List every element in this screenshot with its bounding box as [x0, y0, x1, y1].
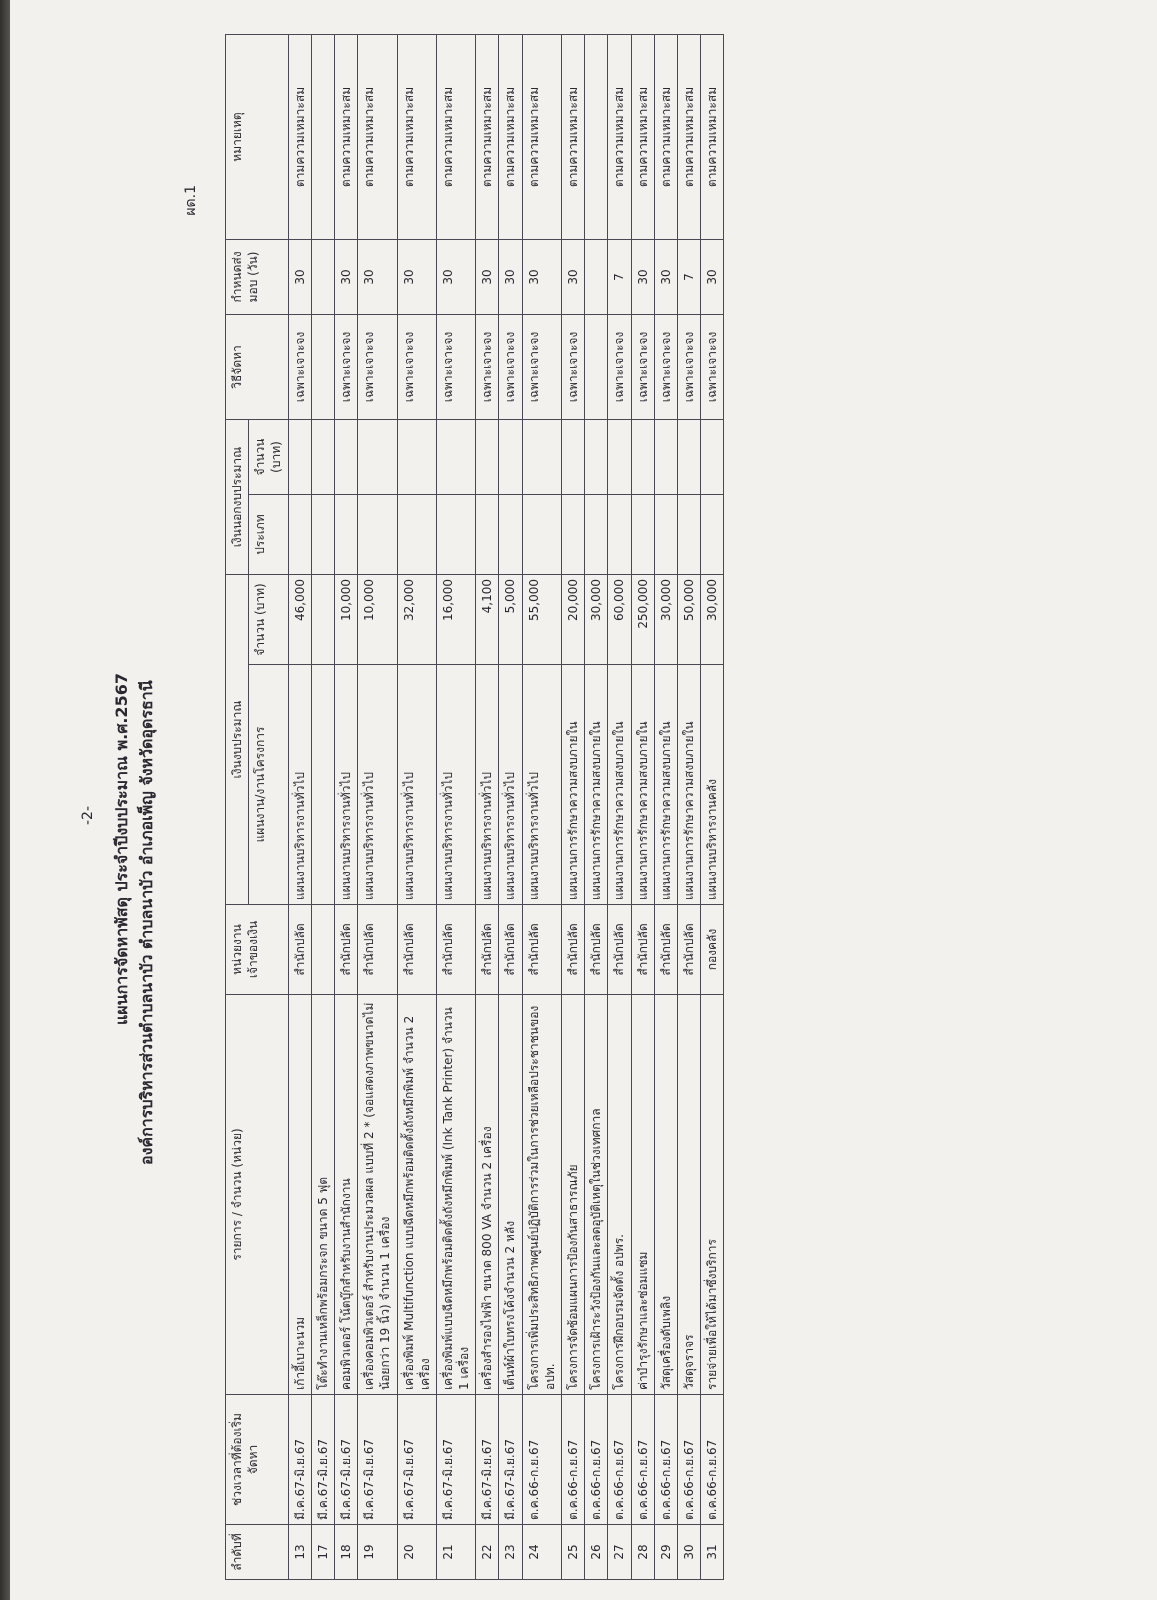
cell-plan: แผนงานการรักษาความสงบภายใน — [654, 665, 677, 905]
cell-amount: 46,000 — [288, 575, 311, 665]
cell-period: มี.ค.67-มิ.ย.67 — [358, 1395, 397, 1525]
page-number: -2- — [80, 805, 96, 825]
cell-unit: กองคลัง — [701, 905, 724, 995]
cell-delivery: 30 — [476, 239, 499, 314]
table-row — [476, 34, 499, 1579]
table-row — [499, 34, 522, 1579]
cell-ob-amount — [311, 419, 334, 494]
cell-amount: 32,000 — [397, 575, 436, 665]
cell-item: โครงการจัดซ้อมแผนการป้องกันสาธารณภัย — [562, 995, 585, 1395]
cell-ob-type — [522, 495, 561, 575]
col-delivery: กำหนดส่งมอบ (วัน) — [226, 239, 289, 314]
cell-ob-amount — [334, 419, 357, 494]
cell-method — [585, 314, 608, 419]
cell-period: มี.ค.67-มิ.ย.67 — [334, 1395, 357, 1525]
cell-delivery — [585, 239, 608, 314]
cell-plan: แผนงานการรักษาความสงบภายใน — [608, 665, 631, 905]
cell-ob-type — [499, 495, 522, 575]
cell-remark: ตามความเหมาะสม — [562, 34, 585, 239]
document-page — [10, 0, 1157, 1600]
cell-ob-amount — [585, 419, 608, 494]
cell-ob-amount — [562, 419, 585, 494]
cell-delivery: 30 — [522, 239, 561, 314]
table-row — [311, 34, 334, 1579]
cell-plan: แผนงานการรักษาความสงบภายใน — [631, 665, 654, 905]
cell-delivery: 30 — [631, 239, 654, 314]
cell-method: เฉพาะเจาะจง — [436, 314, 475, 419]
cell-unit: สำนักปลัด — [631, 905, 654, 995]
cell-no: 17 — [311, 1525, 334, 1580]
cell-period: ต.ค.66-ก.ย.67 — [522, 1395, 561, 1525]
document-title: แผนการจัดหาพัสดุ ประจำปีงบประมาณ พ.ศ.2567 — [112, 673, 131, 1025]
cell-amount: 30,000 — [654, 575, 677, 665]
cell-plan: แผนงานบริหารงานทั่วไป — [334, 665, 357, 905]
cell-no: 20 — [397, 1525, 436, 1580]
cell-method: เฉพาะเจาะจง — [562, 314, 585, 419]
cell-unit: สำนักปลัด — [499, 905, 522, 995]
cell-period: มี.ค.67-มิ.ย.67 — [288, 1395, 311, 1525]
cell-item: โต๊ะทำงานเหล็กพร้อมกระจก ขนาด 5 ฟุต — [311, 995, 334, 1395]
cell-item: โครงการเพิ่มประสิทธิภาพศูนย์ปฏิบัติการร่วมในการช่วยเหลือประชาชนของ อปท. — [522, 995, 561, 1395]
col-amount: จำนวน (บาท) — [249, 575, 288, 665]
cell-delivery: 7 — [677, 239, 700, 314]
cell-ob-type — [654, 495, 677, 575]
cell-unit: สำนักปลัด — [522, 905, 561, 995]
cell-no: 24 — [522, 1525, 561, 1580]
cell-ob-type — [562, 495, 585, 575]
cell-item: โครงการเฝ้าระวังป้องกันและลดอุบัติเหตุในช่วงเทศกาล — [585, 995, 608, 1395]
cell-delivery: 30 — [499, 239, 522, 314]
cell-remark: ตามความเหมาะสม — [654, 34, 677, 239]
cell-delivery — [311, 239, 334, 314]
cell-delivery: 30 — [701, 239, 724, 314]
cell-remark — [311, 34, 334, 239]
table-row — [608, 34, 631, 1579]
cell-unit: สำนักปลัด — [677, 905, 700, 995]
cell-method — [311, 314, 334, 419]
cell-ob-amount — [476, 419, 499, 494]
cell-item: เครื่องสำรองไฟฟ้า ขนาด 800 VA จำนวน 2 เครื่อง — [476, 995, 499, 1395]
table-row — [677, 34, 700, 1579]
table-row — [562, 34, 585, 1579]
cell-no: 23 — [499, 1525, 522, 1580]
cell-remark: ตามความเหมาะสม — [334, 34, 357, 239]
form-code: ผด.1 — [183, 185, 199, 216]
cell-amount: 50,000 — [677, 575, 700, 665]
cell-ob-type — [608, 495, 631, 575]
cell-item: วัสดุจราจร — [677, 995, 700, 1395]
cell-method: เฉพาะเจาะจง — [499, 314, 522, 419]
cell-unit: สำนักปลัด — [288, 905, 311, 995]
cell-remark: ตามความเหมาะสม — [701, 34, 724, 239]
cell-item: คอมพิวเตอร์ โน้ตบุ๊กสำหรับงานสำนักงาน — [334, 995, 357, 1395]
procurement-plan-table — [225, 34, 724, 1580]
cell-ob-type — [397, 495, 436, 575]
cell-delivery: 30 — [358, 239, 397, 314]
table-row — [701, 34, 724, 1579]
cell-ob-type — [436, 495, 475, 575]
cell-period: ต.ค.66-ก.ย.67 — [562, 1395, 585, 1525]
cell-ob-amount — [522, 419, 561, 494]
table-row — [585, 34, 608, 1579]
cell-amount: 5,000 — [499, 575, 522, 665]
cell-remark: ตามความเหมาะสม — [476, 34, 499, 239]
cell-ob-type — [631, 495, 654, 575]
col-period: ช่วงเวลาที่ต้องเริ่มจัดหา — [226, 1395, 289, 1525]
cell-ob-amount — [608, 419, 631, 494]
cell-item: วัสดุเครื่องดับเพลิง — [654, 995, 677, 1395]
cell-ob-type — [701, 495, 724, 575]
cell-method: เฉพาะเจาะจง — [654, 314, 677, 419]
cell-item: เก้าอี้เบาะนวม — [288, 995, 311, 1395]
cell-no: 27 — [608, 1525, 631, 1580]
cell-ob-type — [311, 495, 334, 575]
col-ob-amount: จำนวน (บาท) — [249, 419, 288, 494]
cell-plan: แผนงานบริหารงานทั่วไป — [288, 665, 311, 905]
cell-method: เฉพาะเจาะจง — [608, 314, 631, 419]
cell-remark: ตามความเหมาะสม — [631, 34, 654, 239]
cell-remark: ตามความเหมาะสม — [522, 34, 561, 239]
cell-unit — [311, 905, 334, 995]
cell-plan: แผนงานการรักษาความสงบภายใน — [562, 665, 585, 905]
cell-item: ค่าบำรุงรักษาและซ่อมแซม — [631, 995, 654, 1395]
cell-ob-type — [334, 495, 357, 575]
cell-ob-type — [358, 495, 397, 575]
table-row — [334, 34, 357, 1579]
document-header — [40, 25, 215, 1585]
cell-no: 31 — [701, 1525, 724, 1580]
cell-unit: สำนักปลัด — [334, 905, 357, 995]
cell-no: 19 — [358, 1525, 397, 1580]
table-row — [358, 34, 397, 1579]
cell-plan: แผนงานบริหารงานทั่วไป — [358, 665, 397, 905]
cell-ob-amount — [499, 419, 522, 494]
cell-delivery: 30 — [288, 239, 311, 314]
cell-ob-type — [677, 495, 700, 575]
cell-ob-amount — [701, 419, 724, 494]
cell-remark: ตามความเหมาะสม — [436, 34, 475, 239]
document-subtitle: องค์การบริหารส่วนตำบลนาบัว ตำบลนาบัว อำเภอเพ็ญ จังหวัดอุดรธานี — [137, 680, 156, 1165]
cell-method: เฉพาะเจาะจง — [334, 314, 357, 419]
cell-no: 21 — [436, 1525, 475, 1580]
cell-plan: แผนงานการรักษาความสงบภายใน — [585, 665, 608, 905]
cell-item: เครื่องพิมพ์ Multifunction แบบฉีดหมึกพร้อมติดตั้งถังหมึกพิมพ์ จำนวน 2 เครื่อง — [397, 995, 436, 1395]
scan-edge — [0, 0, 10, 1600]
cell-ob-type — [288, 495, 311, 575]
table-row — [654, 34, 677, 1579]
cell-ob-type — [585, 495, 608, 575]
cell-item: รายจ่ายเพื่อให้ได้มาซึ่งบริการ — [701, 995, 724, 1395]
cell-delivery: 30 — [334, 239, 357, 314]
col-item: รายการ / จำนวน (หน่วย) — [226, 995, 289, 1395]
cell-period: มี.ค.67-มิ.ย.67 — [397, 1395, 436, 1525]
cell-unit: สำนักปลัด — [654, 905, 677, 995]
cell-period: ต.ค.66-ก.ย.67 — [631, 1395, 654, 1525]
rotated-content — [40, 25, 1140, 1585]
cell-amount: 10,000 — [358, 575, 397, 665]
cell-ob-amount — [358, 419, 397, 494]
cell-ob-amount — [288, 419, 311, 494]
cell-method: เฉพาะเจาะจง — [397, 314, 436, 419]
col-unit: หน่วยงานเจ้าของเงิน — [226, 905, 289, 995]
cell-unit: สำนักปลัด — [358, 905, 397, 995]
cell-remark: ตามความเหมาะสม — [677, 34, 700, 239]
cell-no: 28 — [631, 1525, 654, 1580]
cell-no: 25 — [562, 1525, 585, 1580]
cell-remark: ตามความเหมาะสม — [499, 34, 522, 239]
cell-ob-type — [476, 495, 499, 575]
cell-amount: 20,000 — [562, 575, 585, 665]
cell-plan: แผนงานบริหารงานคลัง — [701, 665, 724, 905]
col-plan: แผนงาน/งานโครงการ — [249, 665, 288, 905]
cell-unit: สำนักปลัด — [608, 905, 631, 995]
cell-no: 22 — [476, 1525, 499, 1580]
cell-remark: ตามความเหมาะสม — [608, 34, 631, 239]
cell-plan: แผนงานบริหารงานทั่วไป — [499, 665, 522, 905]
cell-amount: 60,000 — [608, 575, 631, 665]
cell-remark: ตามความเหมาะสม — [397, 34, 436, 239]
cell-method: เฉพาะเจาะจง — [522, 314, 561, 419]
cell-amount: 10,000 — [334, 575, 357, 665]
cell-amount: 30,000 — [585, 575, 608, 665]
cell-plan: แผนงานการรักษาความสงบภายใน — [677, 665, 700, 905]
cell-unit: สำนักปลัด — [562, 905, 585, 995]
cell-delivery: 30 — [397, 239, 436, 314]
cell-period: มี.ค.67-มิ.ย.67 — [499, 1395, 522, 1525]
col-no: ลำดับที่ — [226, 1525, 289, 1580]
cell-no: 18 — [334, 1525, 357, 1580]
cell-unit: สำนักปลัด — [436, 905, 475, 995]
cell-period: ต.ค.66-ก.ย.67 — [701, 1395, 724, 1525]
col-budget-group: เงินงบประมาณ — [226, 575, 249, 905]
cell-no: 29 — [654, 1525, 677, 1580]
cell-method: เฉพาะเจาะจง — [677, 314, 700, 419]
col-method: วิธีจัดหา — [226, 314, 289, 419]
col-offbudget-group: เงินนอกงบประมาณ — [226, 419, 249, 574]
cell-ob-amount — [677, 419, 700, 494]
cell-no: 13 — [288, 1525, 311, 1580]
table-body — [288, 34, 724, 1579]
cell-item: เครื่องคอมพิวเตอร์ สำหรับงานประมวลผล แบบที่ 2 * (จอแสดงภาพขนาดไม่น้อยกว่า 19 นิ้ว) จำนวน 1 เครื่อง — [358, 995, 397, 1395]
cell-plan — [311, 665, 334, 905]
cell-amount: 4,100 — [476, 575, 499, 665]
cell-remark — [585, 34, 608, 239]
cell-ob-amount — [631, 419, 654, 494]
cell-unit: สำนักปลัด — [585, 905, 608, 995]
cell-item: เต็นท์ผ้าใบทรงโค้งจำนวน 2 หลัง — [499, 995, 522, 1395]
col-remark: หมายเหตุ — [226, 34, 289, 239]
cell-no: 30 — [677, 1525, 700, 1580]
cell-delivery: 7 — [608, 239, 631, 314]
cell-period: ต.ค.66-ก.ย.67 — [608, 1395, 631, 1525]
cell-amount: 30,000 — [701, 575, 724, 665]
cell-ob-amount — [436, 419, 475, 494]
cell-amount: 55,000 — [522, 575, 561, 665]
cell-method: เฉพาะเจาะจง — [631, 314, 654, 419]
cell-delivery: 30 — [562, 239, 585, 314]
cell-ob-amount — [397, 419, 436, 494]
cell-plan: แผนงานบริหารงานทั่วไป — [436, 665, 475, 905]
cell-delivery: 30 — [654, 239, 677, 314]
table-row — [522, 34, 561, 1579]
cell-period: ต.ค.66-ก.ย.67 — [677, 1395, 700, 1525]
cell-unit: สำนักปลัด — [397, 905, 436, 995]
cell-item: โครงการฝึกอบรมจัดตั้ง อปพร. — [608, 995, 631, 1395]
table-row — [397, 34, 436, 1579]
cell-remark: ตามความเหมาะสม — [288, 34, 311, 239]
cell-no: 26 — [585, 1525, 608, 1580]
col-ob-type: ประเภท — [249, 495, 288, 575]
cell-plan: แผนงานบริหารงานทั่วไป — [397, 665, 436, 905]
cell-plan: แผนงานบริหารงานทั่วไป — [476, 665, 499, 905]
cell-method: เฉพาะเจาะจง — [288, 314, 311, 419]
table-row — [288, 34, 311, 1579]
cell-period: มี.ค.67-มิ.ย.67 — [476, 1395, 499, 1525]
cell-method: เฉพาะเจาะจง — [358, 314, 397, 419]
cell-item: เครื่องพิมพ์แบบฉีดหมึกพร้อมติดตั้งถังหมึกพิมพ์ (Ink Tank Printer) จำนวน 1 เครื่อง — [436, 995, 475, 1395]
cell-delivery: 30 — [436, 239, 475, 314]
cell-period: ต.ค.66-ก.ย.67 — [654, 1395, 677, 1525]
cell-amount: 250,000 — [631, 575, 654, 665]
cell-period: มี.ค.67-มิ.ย.67 — [436, 1395, 475, 1525]
cell-ob-amount — [654, 419, 677, 494]
cell-amount — [311, 575, 334, 665]
cell-method: เฉพาะเจาะจง — [476, 314, 499, 419]
table-row — [631, 34, 654, 1579]
cell-amount: 16,000 — [436, 575, 475, 665]
header-row-1 — [226, 34, 249, 1579]
table-row — [436, 34, 475, 1579]
cell-plan: แผนงานบริหารงานทั่วไป — [522, 665, 561, 905]
cell-period: มี.ค.67-มิ.ย.67 — [311, 1395, 334, 1525]
cell-period: ต.ค.66-ก.ย.67 — [585, 1395, 608, 1525]
cell-method: เฉพาะเจาะจง — [701, 314, 724, 419]
cell-remark: ตามความเหมาะสม — [358, 34, 397, 239]
cell-unit: สำนักปลัด — [476, 905, 499, 995]
